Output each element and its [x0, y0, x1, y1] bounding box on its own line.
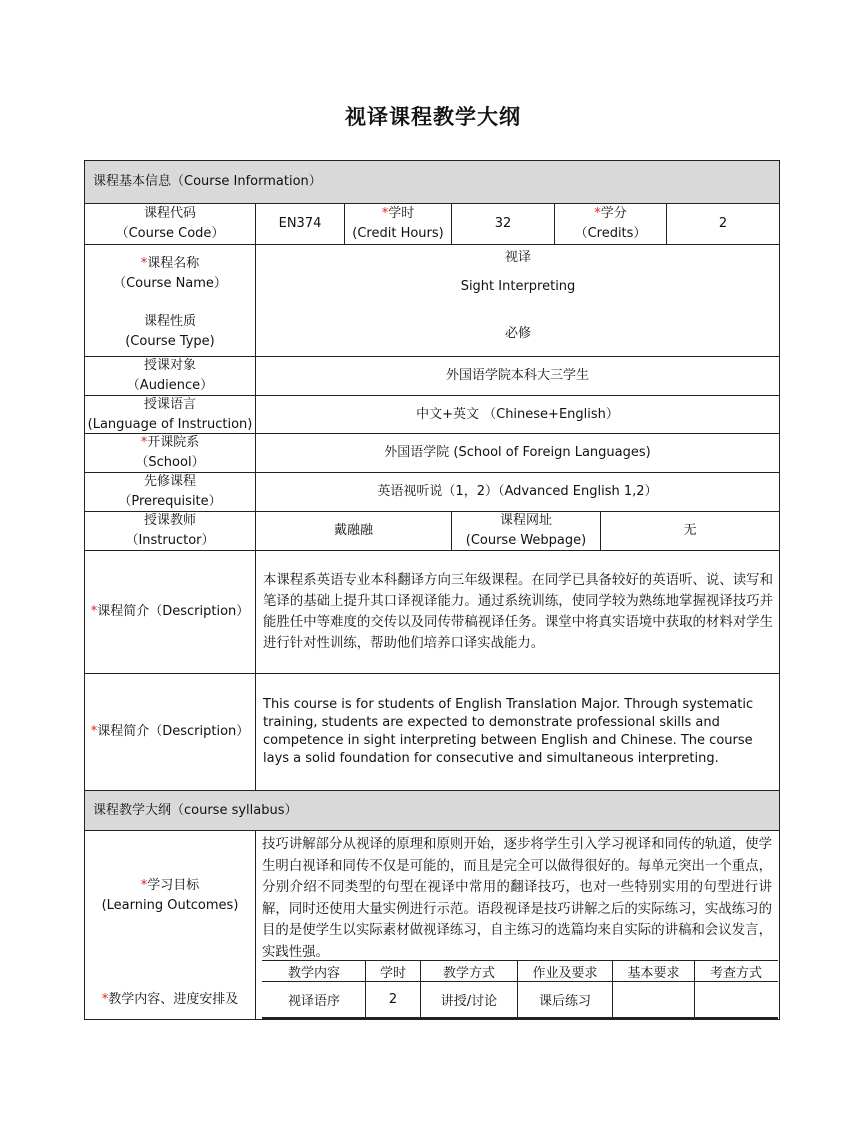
credits-value-text: 2 [718, 216, 728, 231]
schedule-row-requirements [613, 982, 694, 1017]
schedule-row-method: 讲授/讨论 [440, 994, 498, 1009]
webpage-en: (Course Webpage) [465, 533, 587, 548]
description-en-text: This course is for students of English Translation Major. Through systematic training, students are expected to demonstrate professional skills and competence in sight interpreting between English and Chinese. The course lays a solid foundation for consecutive and simultaneous interpreting. [263, 696, 754, 767]
credit-hours-value-text: 32 [494, 216, 512, 231]
credits-en: （Credits） [574, 226, 647, 241]
course-code-label [84, 203, 256, 245]
instructor-value [255, 511, 452, 551]
learning-outcomes-text: 技巧讲解部分从视译的原理和原则开始，逐步将学生引入学习视译和同传的轨道，使学生明白视译和同传不仅是可能的，而且是完全可以做得很好的。每单元突出一个重点，分别介绍不同类型的句型在视译中常用的翻译技巧，也对一些特别实用的句型进行讲解，同时还使用大量实例进行示范。语段视译是技巧讲解之后的实际练习，实战练习的目的是使学生以实际素材做视译练习，自主练习的选篇均来自实际的讲稿和会议发言，实践性强。 [262, 837, 772, 960]
course-type-label [85, 311, 255, 353]
instructor-value-text: 戴融融 [333, 523, 373, 538]
audience-label [84, 356, 256, 396]
page-title: 视译课程教学大纲 [345, 105, 521, 129]
course-type-zh: 课程性质 [143, 314, 196, 329]
learning-outcomes-en: (Learning Outcomes) [101, 898, 239, 913]
schedule-label-text: 教学内容、进度安排及 [108, 991, 239, 1007]
credits-value [666, 203, 780, 245]
course-code-value [255, 203, 345, 245]
learning-outcomes-label [85, 875, 255, 917]
description-en-label-text: 课程简介（Description） [97, 724, 250, 739]
credit-hours-zh: 学时 [388, 206, 415, 221]
webpage-label [451, 511, 601, 551]
description-zh-text: 本课程系英语专业本科翻译方向三年级课程。在同学已具备较好的英语听、说、读写和笔译的基础上提升其口译视译能力。通过系统训练，使同学较为熟练地掌握视译技巧并能胜任中等难度的交传以及同传带稿视译任务。课堂中将真实语境中获取的材料对学生进行针对性训练，帮助他们培养口译实战能力。 [263, 573, 773, 651]
section-course-information-label: 课程基本信息（Course Information） [93, 174, 322, 189]
schedule-header-homework: 作业及要求 [532, 965, 598, 981]
schedule-header-method: 教学方式 [442, 965, 495, 981]
webpage-value-text: 无 [683, 523, 697, 538]
required-star: * [140, 256, 148, 271]
webpage-value [600, 511, 780, 551]
prerequisite-value-text: 英语视听说（1，2）（Advanced English 1,2） [377, 484, 658, 499]
language-label [84, 395, 256, 434]
instructor-zh: 授课教师 [143, 513, 196, 528]
schedule-label [85, 985, 255, 1009]
audience-zh: 授课对象 [143, 358, 196, 373]
school-value-text: 外国语学院 (School of Foreign Languages) [384, 445, 651, 460]
description-zh-label-text: 课程简介（Description） [97, 604, 250, 619]
section-course-syllabus-label: 课程教学大纲（course syllabus） [93, 802, 298, 818]
required-star: * [140, 435, 148, 450]
school-en: （School） [135, 455, 205, 470]
required-star: * [90, 604, 98, 619]
school-value [255, 433, 780, 473]
learning-outcomes-zh: 学习目标 [147, 878, 200, 893]
course-name-value-en: Sight Interpreting [460, 278, 576, 294]
credit-hours-en: (Credit Hours) [352, 226, 444, 241]
course-type-en: (Course Type) [125, 334, 215, 349]
section-course-syllabus [84, 790, 780, 831]
instructor-en: （Instructor） [125, 533, 215, 548]
schedule-header-requirements: 基本要求 [627, 965, 680, 981]
course-type-value: 必修 [504, 325, 531, 341]
course-name-value-zh: 视译 [504, 249, 531, 265]
schedule-header-hours: 学时 [379, 965, 406, 981]
prerequisite-label [84, 472, 256, 512]
prerequisite-en: （Prerequisite） [118, 494, 222, 509]
schedule-header-content: 教学内容 [287, 965, 340, 981]
audience-value [255, 356, 780, 396]
language-zh: 授课语言 [143, 396, 196, 412]
school-zh: 开课院系 [147, 435, 200, 450]
schedule-row-homework: 课后练习 [538, 994, 591, 1009]
audience-value-text: 外国语学院本科大三学生 [445, 368, 589, 383]
credits-zh: 学分 [600, 206, 627, 221]
required-star: * [381, 206, 389, 221]
schedule-row-assessment [695, 982, 777, 1017]
course-name-zh: 课程名称 [147, 256, 200, 271]
prerequisite-zh: 先修课程 [143, 474, 196, 489]
language-value-text: 中文+英文 （Chinese+English） [416, 406, 619, 422]
schedule-header-assessment: 考查方式 [709, 965, 762, 981]
schedule-row-content: 视译语序 [287, 994, 340, 1009]
schedule-row-hours: 2 [388, 992, 398, 1007]
required-star: * [101, 991, 109, 1007]
prerequisite-value [255, 472, 780, 512]
instructor-label [84, 511, 256, 551]
description-zh-label [84, 550, 256, 674]
credits-label [554, 203, 667, 245]
course-name-label [85, 252, 255, 296]
required-star: * [90, 724, 98, 739]
course-code-zh: 课程代码 [143, 206, 196, 221]
section-course-information [84, 160, 780, 204]
required-star: * [140, 878, 148, 893]
credit-hours-value [451, 203, 555, 245]
credit-hours-label [344, 203, 452, 245]
required-star: * [594, 206, 601, 221]
language-en: (Language of Instruction) [87, 416, 253, 432]
webpage-zh: 课程网址 [499, 513, 552, 528]
description-zh-body [255, 550, 780, 674]
description-en-label [84, 673, 256, 791]
course-code-value-text: EN374 [278, 216, 322, 231]
school-label [84, 433, 256, 473]
description-en-body [255, 673, 780, 791]
audience-en: （Audience） [126, 378, 214, 393]
course-name-en: （Course Name） [113, 276, 227, 291]
language-value [255, 395, 780, 434]
course-code-en: （Course Code） [115, 226, 225, 241]
